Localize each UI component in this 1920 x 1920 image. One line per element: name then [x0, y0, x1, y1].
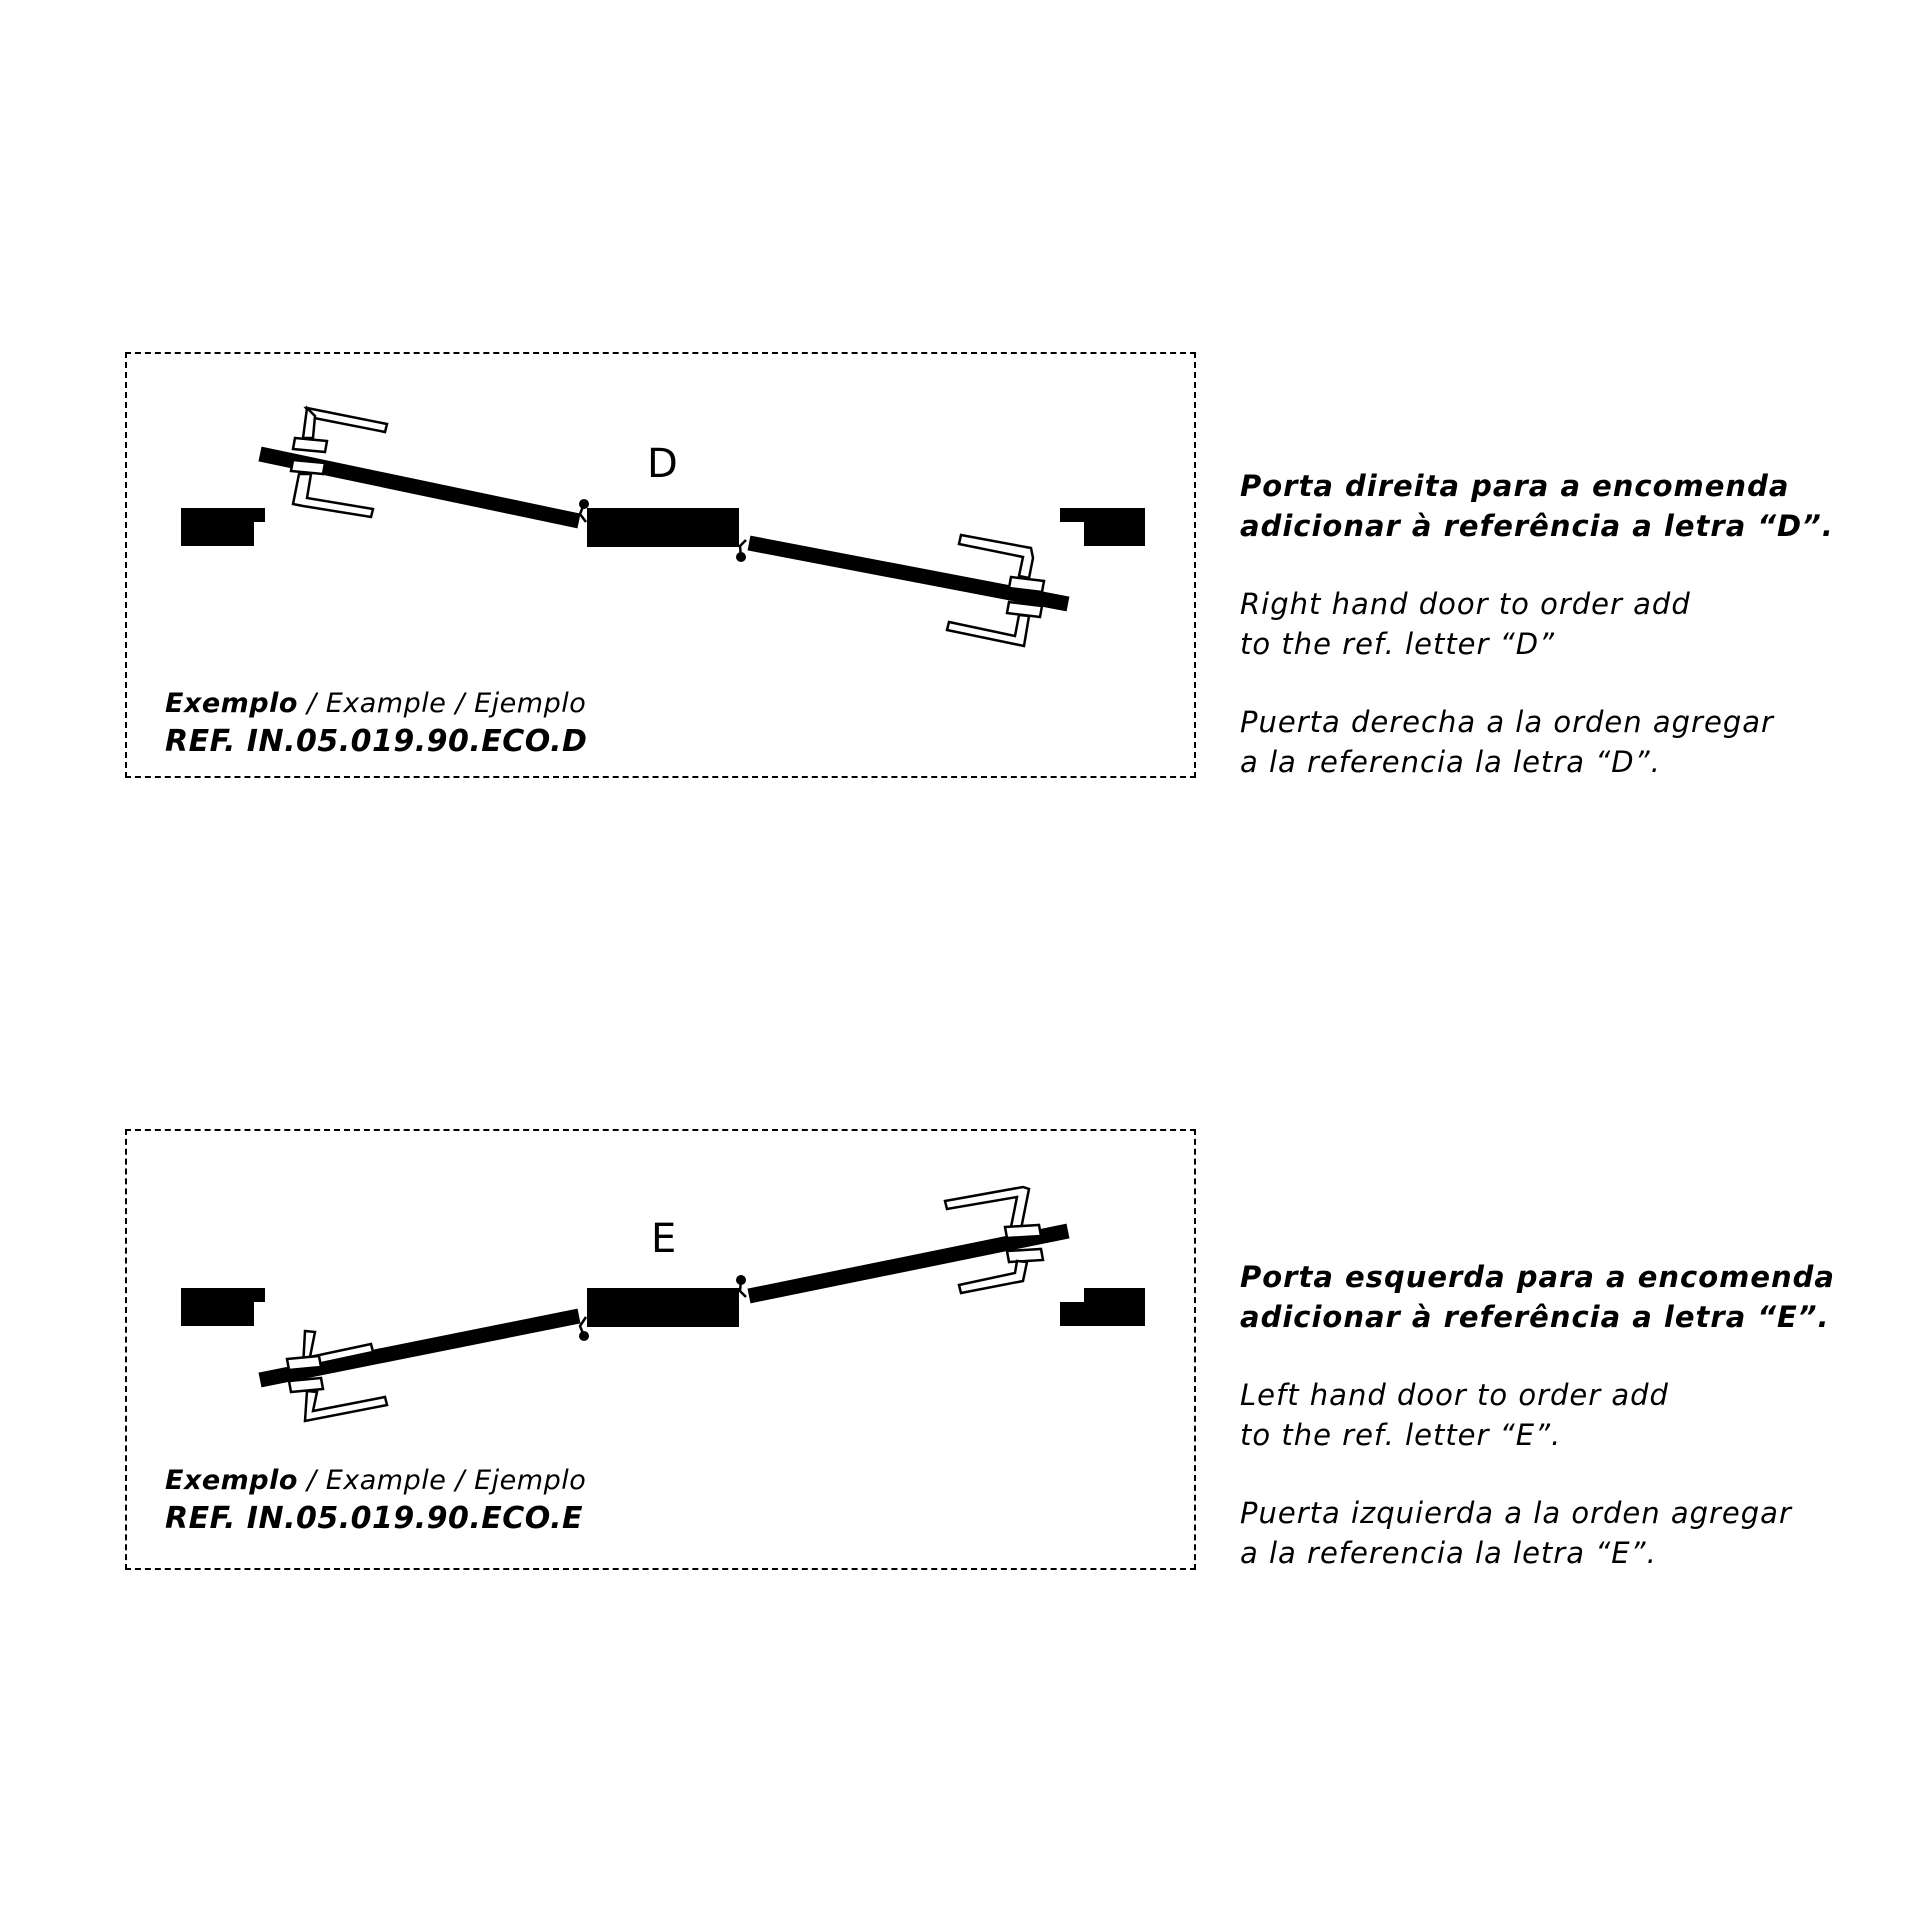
right-jamb [1060, 1288, 1145, 1326]
desc-es-line-1: Puerta izquierda a la orden agregar [1240, 1496, 1792, 1530]
example-translations: / Example / Ejemplo [297, 688, 587, 719]
left-jamb [181, 1288, 265, 1326]
desc-pt-line-2: adicionar à referência a letra “E”. [1240, 1300, 1830, 1334]
door-hand-letter: D [647, 441, 678, 487]
left-door-panel [125, 1129, 1196, 1570]
desc-es [1240, 702, 1880, 782]
left-jamb [181, 508, 265, 546]
center-block [587, 1288, 739, 1327]
desc-en-line-2: to the ref. letter “E”. [1240, 1418, 1562, 1452]
desc-en-line-1: Right hand door to order add [1240, 587, 1691, 621]
door-hand-letter: E [651, 1216, 677, 1262]
desc-en-line-2: to the ref. letter “D” [1240, 627, 1556, 661]
desc-en-line-1: Left hand door to order add [1240, 1378, 1669, 1412]
example-word: Exemplo [165, 688, 298, 719]
desc-es-line-2: a la referencia la letra “D”. [1240, 745, 1661, 779]
desc-en [1240, 1375, 1880, 1455]
left-door-description [1240, 1257, 1880, 1611]
center-block [587, 508, 739, 547]
example-translations: / Example / Ejemplo [297, 1465, 587, 1496]
example-caption [165, 688, 586, 719]
example-word: Exemplo [165, 1465, 298, 1496]
desc-pt-line-2: adicionar à referência a letra “D”. [1240, 509, 1834, 543]
reference-code: REF. IN.05.019.90.ECO.D [165, 724, 588, 759]
reference-code: REF. IN.05.019.90.ECO.E [165, 1501, 584, 1536]
right-door-description [1240, 466, 1880, 820]
desc-pt [1240, 1257, 1880, 1337]
example-caption [165, 1465, 586, 1496]
desc-en [1240, 584, 1880, 664]
desc-es-line-2: a la referencia la letra “E”. [1240, 1536, 1657, 1570]
desc-pt-line-1: Porta direita para a encomenda [1240, 469, 1790, 503]
desc-es-line-1: Puerta derecha a la orden agregar [1240, 705, 1774, 739]
left-handle-icon [291, 408, 387, 517]
right-door-panel [125, 352, 1196, 778]
desc-pt [1240, 466, 1880, 546]
desc-es [1240, 1493, 1880, 1573]
right-jamb [1060, 508, 1145, 546]
desc-pt-line-1: Porta esquerda para a encomenda [1240, 1260, 1835, 1294]
